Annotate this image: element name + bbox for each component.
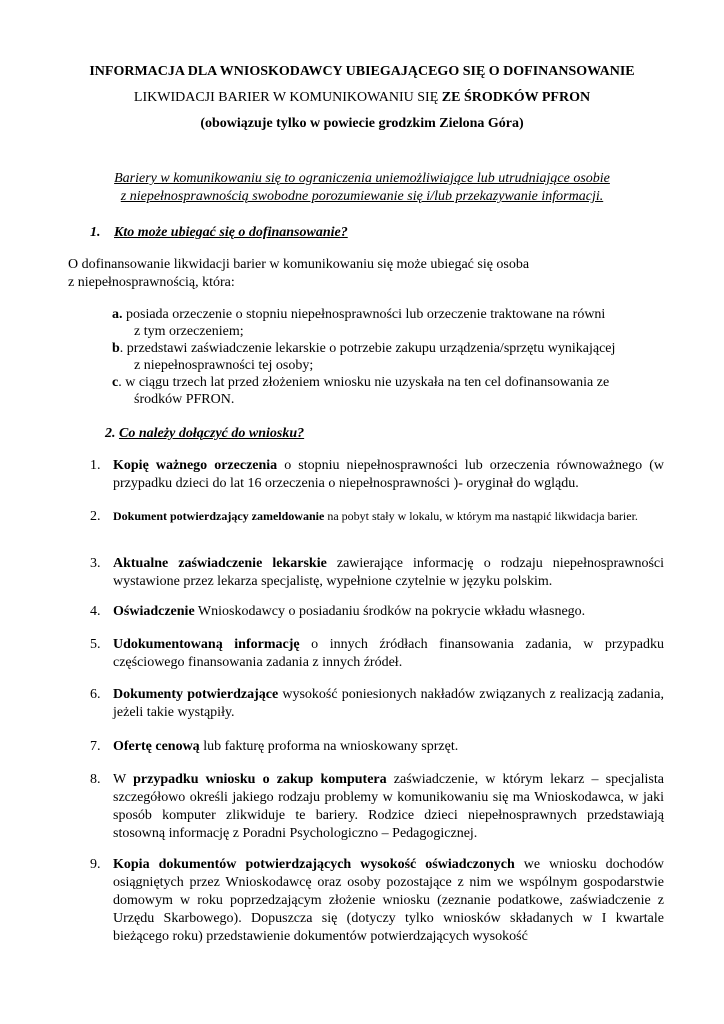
item-number: 1. [90,458,101,473]
condition-b [112,340,662,374]
section-1-title: Kto może ubiegać się o dofinansowanie? [114,225,348,240]
item-bold: Udokumentowaną informację [113,637,300,652]
item-number: 5. [90,637,101,652]
item-prefix: W [113,772,134,787]
item-text: zaświadczenie, w którym lekarz – specjalista szczegółowo określi jakiego rodzaju problemy w komunikowaniu się ma Wnioskodawca, w jaki sposób komputer zlikwiduje te bariery. Rodzice dzieci niepełnosprawnych przedstawiają stosowną informację z Poradni Psychologiczno – Pedagogicznej. [113,772,664,841]
title-line-2-normal: LIKWIDACJI BARIER W KOMUNIKOWANIU SIĘ [133,90,442,105]
item-number: 3. [90,556,101,571]
item-number: 2. [90,509,101,524]
item-bold: przypadku wniosku o zakup komputera [133,772,387,787]
section-2-heading [105,425,304,443]
title-line-2-bold: ZE ŚRODKÓW PFRON [441,90,591,105]
section-1-intro-line-2: z niepełnosprawnością, która: [68,275,235,290]
condition-text-cont: z niepełnosprawności tej osoby; [134,358,314,373]
condition-a [112,306,662,340]
definition-line-2: z niepełnosprawnością swobodne porozumiewanie się i/lub przekazywanie informacji. [120,189,604,204]
condition-text: posiada orzeczenie o stopniu niepełnosprawności lub orzeczenie traktowane na równi [122,307,606,322]
item-text: wysokość poniesionych nakładów związanych z realizacją zadania, jeżeli takie wystąpiły. [113,687,664,720]
item-bold: Kopia dokumentów potwierdzających wysokość oświadczonych [113,857,515,872]
condition-letter: b [112,341,120,356]
condition-text: . przedstawi zaświadczenie lekarskie o potrzebie zakupu urządzenia/sprzętu wynikającej [119,341,616,356]
section-1-number: 1. [90,225,101,240]
title-line-2 [0,89,724,107]
item-text: zawierające informację o rodzaju niepełnosprawności wystawione przez lekarza specjalistę, wypełnione czytelnie w języku polskim. [113,556,664,589]
item-number: 4. [90,604,101,619]
item-text: we wniosku dochodów osiągniętych przez Wnioskodawcę oraz osoby pozostające z nim we wspólnym gospodarstwie domowym w roku poprzedzającym złożenie wniosku (zeznanie podatkowe, zaświadczenie z Urzędu Skarbowego). Dopuszcza się (dotyczy tylko wniosków składanych w I kwartale bieżącego roku) przedstawienie dokumentów potwierdzających wysokość [113,857,664,944]
item-text: o innych źródłach finansowania zadania, w przypadku częściowego finansowania zadania z innych źródeł. [113,637,664,670]
item-text: o stopniu niepełnosprawności lub orzeczenia równoważnego (w przypadku dzieci do lat 16 orzeczenia o niepełnosprawności )- oryginał do wglądu. [113,458,664,491]
item-bold: Ofertę cenową [113,739,200,754]
section-1-intro-line-1: O dofinansowanie likwidacji barier w komunikowaniu się może ubiegać się osoba [68,257,530,272]
condition-letter: c [112,375,119,390]
condition-c [112,374,662,408]
item-text: Wnioskodawcy o posiadaniu środków na pokrycie wkładu własnego. [194,604,586,619]
item-number: 6. [90,687,101,702]
condition-text: . w ciągu trzech lat przed złożeniem wniosku nie uzyskała na ten cel dofinansowania ze [118,375,610,390]
section-2-title: Co należy dołączyć do wniosku? [119,426,305,441]
item-number: 9. [90,857,101,872]
item-number: 7. [90,739,101,754]
item-bold: Oświadczenie [113,604,195,619]
condition-text-cont: środków PFRON. [134,392,235,407]
item-bold: Aktualne zaświadczenie lekarskie [113,556,327,571]
condition-text-cont: z tym orzeczeniem; [134,324,244,339]
item-bold: Kopię ważnego orzeczenia [113,458,278,473]
item-number: 8. [90,772,101,787]
section-1-heading [90,224,348,242]
condition-letter: a. [112,307,123,322]
item-bold: Dokument potwierdzający zameldowanie [113,509,325,523]
title-line-3: (obowiązuje tylko w powiecie grodzkim Zielona Góra) [200,116,524,131]
item-text: lub fakturę proforma na wnioskowany sprzęt. [199,739,459,754]
title-line-1: INFORMACJA DLA WNIOSKODAWCY UBIEGAJĄCEGO SIĘ O DOFINANSOWANIE [89,64,635,79]
item-bold: Dokumenty potwierdzające [113,687,279,702]
section-2-number: 2. [105,426,116,441]
item-text: na pobyt stały w lokalu, w którym ma nastąpić likwidacja barier. [324,509,638,523]
definition-line-1: Bariery w komunikowaniu się to ograniczenia uniemożliwiające lub utrudniające osobie [114,171,610,186]
